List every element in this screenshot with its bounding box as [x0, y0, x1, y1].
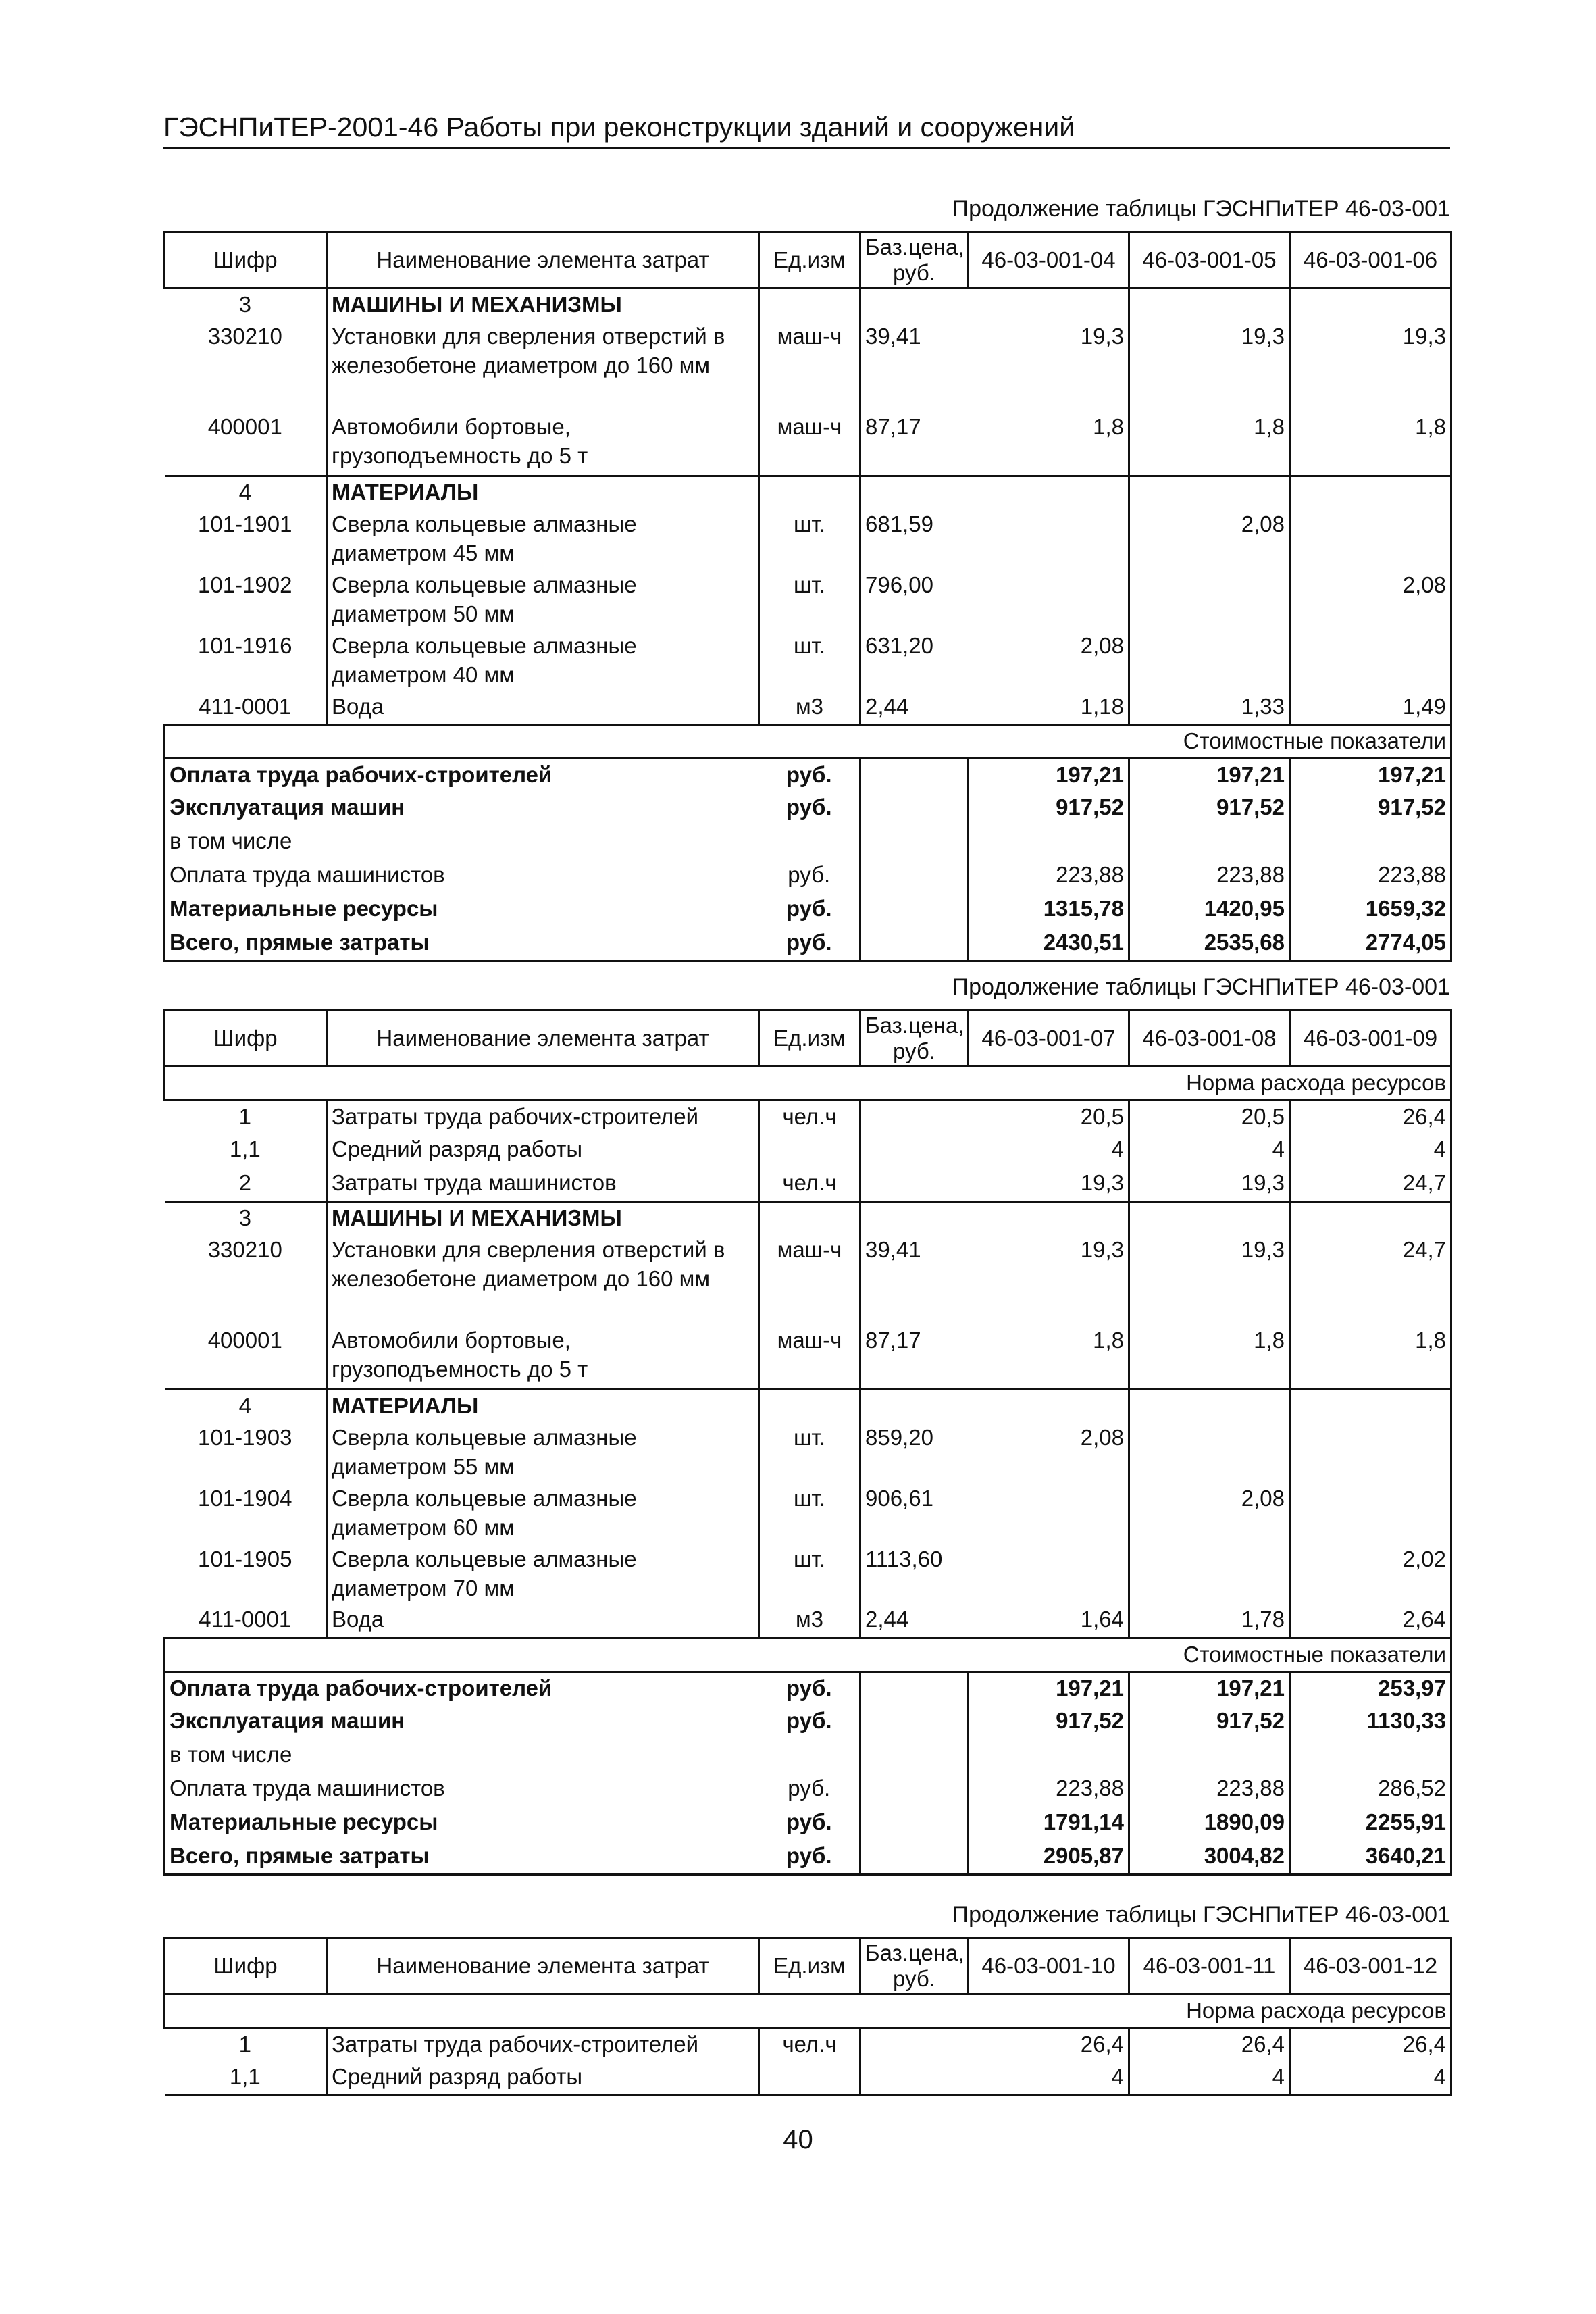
row-value: 2,64	[1290, 1604, 1451, 1638]
cost-caption: Стоимостные показатели	[165, 725, 1451, 759]
row-price: 796,00	[860, 570, 969, 630]
summary-value	[1129, 826, 1290, 859]
norm-caption-row	[165, 1066, 1451, 1100]
summary-unit: руб.	[788, 1776, 831, 1801]
column-header-norm-code: 46-03-001-08	[1129, 1011, 1290, 1067]
table-row	[165, 1234, 1451, 1325]
summary-row	[165, 1705, 1451, 1739]
summary-unit	[759, 826, 860, 859]
summary-row	[165, 758, 1451, 792]
row-price: 859,20	[860, 1422, 969, 1483]
row-value	[969, 1544, 1129, 1605]
row-unit: шт.	[793, 632, 826, 658]
row-value	[969, 1390, 1129, 1422]
table-row	[165, 691, 1451, 725]
summary-unit: руб.	[786, 1675, 832, 1701]
row-name: МАШИНЫ И МЕХАНИЗМЫ	[327, 1201, 759, 1234]
row-value: 4	[969, 2061, 1129, 2095]
summary-price	[860, 893, 969, 927]
row-unit: шт.	[793, 572, 826, 597]
column-header-name: Наименование элемента затрат	[327, 232, 759, 288]
row-code: 101-1902	[198, 572, 292, 597]
row-value: 1,8	[969, 1325, 1129, 1390]
row-name: Средний разряд работы	[327, 2061, 759, 2095]
row-value	[1290, 509, 1451, 570]
row-name: МАШИНЫ И МЕХАНИЗМЫ	[327, 288, 759, 320]
row-value	[1129, 476, 1290, 509]
table-row	[165, 1201, 1451, 1234]
summary-value: 197,21	[1129, 758, 1290, 792]
table-row	[165, 2061, 1451, 2095]
row-value	[1290, 476, 1451, 509]
row-unit: чел.ч	[782, 1103, 837, 1129]
row-code: 2	[238, 1170, 251, 1196]
column-header-norm-code: 46-03-001-06	[1290, 232, 1451, 288]
row-value: 26,4	[1129, 2028, 1290, 2061]
summary-value: 3004,82	[1129, 1840, 1290, 1874]
row-unit: маш-ч	[777, 413, 842, 439]
row-value	[1129, 1390, 1290, 1422]
summary-value: 917,52	[969, 792, 1129, 826]
row-value: 1,33	[1129, 691, 1290, 725]
row-value: 1,64	[969, 1604, 1129, 1638]
summary-row	[165, 1807, 1451, 1840]
row-value: 2,08	[1290, 570, 1451, 630]
row-value: 1,18	[969, 691, 1129, 725]
table-row	[165, 570, 1451, 630]
summary-unit: руб.	[786, 1708, 832, 1734]
summary-row	[165, 1840, 1451, 1874]
summary-value: 2535,68	[1129, 927, 1290, 961]
row-value	[1129, 288, 1290, 320]
summary-price	[860, 1739, 969, 1773]
row-code: 101-1903	[198, 1425, 292, 1451]
table-row	[165, 509, 1451, 570]
summary-value	[969, 826, 1129, 859]
row-unit: шт.	[793, 1425, 826, 1451]
summary-row	[165, 1671, 1451, 1705]
row-value	[969, 476, 1129, 509]
summary-row	[165, 893, 1451, 927]
row-name: Затраты труда рабочих-строителей	[327, 2028, 759, 2061]
summary-price	[860, 792, 969, 826]
row-value: 2,08	[1129, 1483, 1290, 1544]
column-header-name: Наименование элемента затрат	[327, 1938, 759, 1994]
table-row	[165, 1134, 1451, 1167]
row-unit: м3	[795, 693, 824, 719]
summary-unit	[759, 1739, 860, 1773]
column-header-norm-code: 46-03-001-12	[1290, 1938, 1451, 1994]
row-unit: маш-ч	[777, 1236, 842, 1262]
row-value: 19,3	[969, 1167, 1129, 1201]
row-name: Средний разряд работы	[327, 1134, 759, 1167]
row-price	[860, 1167, 969, 1201]
row-code: 1,1	[165, 2061, 327, 2095]
row-price	[860, 476, 969, 509]
row-value	[1290, 630, 1451, 691]
resource-table	[163, 231, 1452, 962]
summary-value: 3640,21	[1290, 1840, 1451, 1874]
cost-caption-row	[165, 725, 1451, 759]
summary-price	[860, 1773, 969, 1807]
summary-label: Материальные ресурсы	[165, 1807, 759, 1840]
row-name: Затраты труда машинистов	[327, 1167, 759, 1201]
summary-price	[860, 1671, 969, 1705]
column-header-unit: Ед.изм	[759, 232, 860, 288]
summary-row	[165, 1739, 1451, 1773]
row-value: 4	[1290, 2061, 1451, 2095]
table-row	[165, 476, 1451, 509]
row-name: Автомобили бортовые, грузоподъемность до 5 т	[327, 1325, 759, 1390]
row-value	[1290, 288, 1451, 320]
summary-value: 253,97	[1290, 1671, 1451, 1705]
norm-caption-row	[165, 1994, 1451, 2028]
table-row	[165, 1422, 1451, 1483]
table-row	[165, 321, 1451, 411]
row-name: Сверла кольцевые алмазные диаметром 60 мм	[327, 1483, 759, 1544]
table-row	[165, 1483, 1451, 1544]
row-price: 631,20	[860, 630, 969, 691]
summary-value	[1290, 826, 1451, 859]
row-value: 20,5	[969, 1100, 1129, 1134]
summary-label: Всего, прямые затраты	[165, 927, 759, 961]
table-row	[165, 1390, 1451, 1422]
summary-label: Эксплуатация машин	[165, 1705, 759, 1739]
summary-price	[860, 1807, 969, 1840]
page-number: 40	[783, 2125, 813, 2155]
row-value	[969, 570, 1129, 630]
row-unit: маш-ч	[777, 323, 842, 349]
summary-value: 917,52	[1129, 792, 1290, 826]
column-header-price: Баз.цена, руб.	[860, 232, 969, 288]
row-unit: шт.	[793, 1485, 826, 1511]
column-header-norm-code: 46-03-001-04	[969, 232, 1129, 288]
summary-label: Оплата труда рабочих-строителей	[165, 758, 759, 792]
row-unit: м3	[795, 1607, 824, 1632]
table-row	[165, 630, 1451, 691]
row-unit: шт.	[793, 1546, 826, 1571]
row-value: 2,08	[969, 1422, 1129, 1483]
table-caption: Продолжение таблицы ГЭСНПиТЕР 46-03-001	[952, 974, 1450, 1000]
table-row	[165, 411, 1451, 476]
row-code: 1,1	[229, 1136, 261, 1162]
row-code: 1	[238, 1103, 251, 1129]
row-code: 411-0001	[199, 1607, 292, 1632]
column-header-code: Шифр	[165, 232, 327, 288]
row-value: 19,3	[969, 321, 1129, 411]
row-unit	[759, 476, 860, 509]
table-caption: Продолжение таблицы ГЭСНПиТЕР 46-03-001	[952, 1902, 1450, 1928]
summary-unit: руб.	[786, 1809, 832, 1835]
summary-label: Эксплуатация машин	[165, 792, 759, 826]
column-header-norm-code: 46-03-001-07	[969, 1011, 1129, 1067]
row-value: 26,4	[969, 2028, 1129, 2061]
summary-price	[860, 927, 969, 961]
row-price	[860, 1100, 969, 1134]
row-value: 24,7	[1290, 1234, 1451, 1325]
summary-unit: руб.	[759, 1840, 860, 1874]
row-value: 2,08	[969, 630, 1129, 691]
row-code: 411-0001	[199, 693, 292, 719]
resource-table	[163, 1009, 1452, 1876]
row-price: 1113,60	[860, 1544, 969, 1605]
row-code: 4	[165, 1390, 327, 1422]
row-name: МАТЕРИАЛЫ	[327, 1390, 759, 1422]
row-unit: маш-ч	[777, 1327, 842, 1353]
row-name: Вода	[327, 1604, 759, 1638]
summary-label: Оплата труда машинистов	[165, 859, 759, 893]
row-name: Автомобили бортовые, грузоподъемность до 5 т	[327, 411, 759, 476]
summary-value: 1130,33	[1290, 1705, 1451, 1739]
summary-unit: руб.	[788, 862, 831, 888]
row-value	[1129, 570, 1290, 630]
summary-value: 2774,05	[1290, 927, 1451, 961]
column-header-norm-code: 46-03-001-09	[1290, 1011, 1451, 1067]
row-unit	[759, 1201, 860, 1234]
summary-value: 223,88	[1129, 1773, 1290, 1807]
header-row	[165, 1011, 1451, 1067]
row-value	[969, 288, 1129, 320]
row-price	[860, 288, 969, 320]
row-value: 1,78	[1129, 1604, 1290, 1638]
summary-value: 223,88	[969, 1773, 1129, 1807]
summary-value: 1791,14	[969, 1807, 1129, 1840]
summary-value: 197,21	[969, 758, 1129, 792]
column-header-code: Шифр	[165, 1011, 327, 1067]
summary-value	[1290, 1739, 1451, 1773]
row-unit: чел.ч	[782, 2031, 837, 2057]
row-name: Затраты труда рабочих-строителей	[327, 1100, 759, 1134]
row-code: 101-1916	[198, 632, 292, 658]
table-caption: Продолжение таблицы ГЭСНПиТЕР 46-03-001	[952, 196, 1450, 222]
column-header-code: Шифр	[165, 1938, 327, 1994]
summary-value: 223,88	[1129, 859, 1290, 893]
row-name: МАТЕРИАЛЫ	[327, 476, 759, 509]
summary-row	[165, 792, 1451, 826]
header-row	[165, 1938, 1451, 1994]
row-name: Вода	[327, 691, 759, 725]
summary-value: 2905,87	[969, 1840, 1129, 1874]
summary-price	[860, 758, 969, 792]
summary-unit: руб.	[759, 927, 860, 961]
norm-caption: Норма расхода ресурсов	[165, 1066, 1451, 1100]
row-value: 4	[969, 1134, 1129, 1167]
row-price	[860, 1390, 969, 1422]
summary-value: 1659,32	[1290, 893, 1451, 927]
summary-row	[165, 826, 1451, 859]
cost-caption-row	[165, 1638, 1451, 1671]
summary-value: 917,52	[969, 1705, 1129, 1739]
row-code: 330210	[207, 323, 282, 349]
row-value	[1290, 1390, 1451, 1422]
row-price	[860, 2028, 969, 2061]
page-header: ГЭСНПиТЕР-2001-46 Работы при реконструкции зданий и сооружений	[163, 111, 1450, 149]
row-price: 87,17	[860, 411, 969, 476]
row-value: 2,08	[1129, 509, 1290, 570]
norm-caption: Норма расхода ресурсов	[165, 1994, 1451, 2028]
row-value	[969, 509, 1129, 570]
row-value: 20,5	[1129, 1100, 1290, 1134]
summary-unit: руб.	[786, 896, 832, 922]
row-value: 24,7	[1290, 1167, 1451, 1201]
summary-label: Оплата труда машинистов	[165, 1773, 759, 1807]
row-value: 1,8	[1129, 1325, 1290, 1390]
row-value	[969, 1483, 1129, 1544]
row-price: 39,41	[860, 1234, 969, 1325]
row-code: 3	[165, 1201, 327, 1234]
row-value	[1129, 630, 1290, 691]
summary-value: 197,21	[1129, 1671, 1290, 1705]
row-value: 4	[1290, 1134, 1451, 1167]
row-value	[1129, 1544, 1290, 1605]
column-header-name: Наименование элемента затрат	[327, 1011, 759, 1067]
row-unit	[759, 2061, 860, 2095]
row-name: Сверла кольцевые алмазные диаметром 70 мм	[327, 1544, 759, 1605]
row-value	[1129, 1201, 1290, 1234]
row-value: 1,8	[1290, 411, 1451, 476]
summary-value	[969, 1739, 1129, 1773]
row-code: 3	[165, 288, 327, 320]
row-value: 1,8	[1290, 1325, 1451, 1390]
row-value: 26,4	[1290, 1100, 1451, 1134]
summary-value: 286,52	[1290, 1773, 1451, 1807]
summary-price	[860, 1705, 969, 1739]
summary-row	[165, 859, 1451, 893]
row-price	[860, 1201, 969, 1234]
column-header-price: Баз.цена, руб.	[860, 1011, 969, 1067]
row-value: 2,02	[1290, 1544, 1451, 1605]
row-value: 4	[1129, 2061, 1290, 2095]
cost-caption: Стоимостные показатели	[165, 1638, 1451, 1671]
table-row	[165, 1100, 1451, 1134]
row-code: 1	[238, 2031, 251, 2057]
table-row	[165, 1544, 1451, 1605]
row-name: Сверла кольцевые алмазные диаметром 40 мм	[327, 630, 759, 691]
row-value: 19,3	[1129, 1167, 1290, 1201]
row-value: 1,8	[969, 411, 1129, 476]
row-price: 39,41	[860, 321, 969, 411]
summary-value: 917,52	[1129, 1705, 1290, 1739]
row-name: Сверла кольцевые алмазные диаметром 50 мм	[327, 570, 759, 630]
row-value: 19,3	[969, 1234, 1129, 1325]
row-value	[1290, 1201, 1451, 1234]
summary-price	[860, 826, 969, 859]
row-price: 681,59	[860, 509, 969, 570]
summary-label: Оплата труда рабочих-строителей	[165, 1671, 759, 1705]
summary-unit: руб.	[786, 761, 832, 787]
table-row	[165, 2028, 1451, 2061]
row-price: 906,61	[860, 1483, 969, 1544]
row-code: 101-1904	[198, 1485, 292, 1511]
row-unit: шт.	[793, 511, 826, 537]
summary-value: 223,88	[969, 859, 1129, 893]
row-unit	[759, 288, 860, 320]
summary-value	[1129, 1739, 1290, 1773]
row-value: 19,3	[1290, 321, 1451, 411]
row-unit: чел.ч	[782, 1170, 837, 1196]
summary-unit: руб.	[786, 795, 832, 820]
row-unit	[759, 1134, 860, 1167]
row-name: Сверла кольцевые алмазные диаметром 55 мм	[327, 1422, 759, 1483]
row-code: 101-1905	[198, 1546, 292, 1571]
summary-value: 917,52	[1290, 792, 1451, 826]
header-row	[165, 232, 1451, 288]
summary-value: 1890,09	[1129, 1807, 1290, 1840]
row-price	[860, 1134, 969, 1167]
row-price	[860, 2061, 969, 2095]
row-code: 330210	[207, 1236, 282, 1262]
summary-value: 2430,51	[969, 927, 1129, 961]
row-value: 19,3	[1129, 321, 1290, 411]
summary-value: 1420,95	[1129, 893, 1290, 927]
row-value: 1,49	[1290, 691, 1451, 725]
table-row	[165, 1167, 1451, 1201]
summary-row	[165, 1773, 1451, 1807]
summary-label: в том числе	[165, 826, 759, 859]
row-value: 26,4	[1290, 2028, 1451, 2061]
row-name: Сверла кольцевые алмазные диаметром 45 мм	[327, 509, 759, 570]
column-header-norm-code: 46-03-001-05	[1129, 232, 1290, 288]
row-code: 400001	[207, 413, 282, 439]
summary-label: Материальные ресурсы	[165, 893, 759, 927]
summary-label: в том числе	[165, 1739, 759, 1773]
summary-value: 197,21	[1290, 758, 1451, 792]
row-value	[1290, 1483, 1451, 1544]
resource-table	[163, 1937, 1452, 2096]
table-row	[165, 1325, 1451, 1390]
row-value	[1290, 1422, 1451, 1483]
row-price: 2,44	[860, 1604, 969, 1638]
summary-price	[860, 859, 969, 893]
row-price: 2,44	[860, 691, 969, 725]
summary-value: 2255,91	[1290, 1807, 1451, 1840]
summary-price	[860, 1840, 969, 1874]
row-code: 4	[165, 476, 327, 509]
table-row	[165, 1604, 1451, 1638]
column-header-price: Баз.цена, руб.	[860, 1938, 969, 1994]
column-header-norm-code: 46-03-001-10	[969, 1938, 1129, 1994]
row-value: 4	[1129, 1134, 1290, 1167]
row-price: 87,17	[860, 1325, 969, 1390]
column-header-norm-code: 46-03-001-11	[1129, 1938, 1290, 1994]
column-header-unit: Ед.изм	[759, 1938, 860, 1994]
summary-value: 197,21	[969, 1671, 1129, 1705]
row-name: Установки для сверления отверстий в железобетоне диаметром до 160 мм	[327, 1234, 759, 1325]
row-value	[1129, 1422, 1290, 1483]
row-name: Установки для сверления отверстий в железобетоне диаметром до 160 мм	[327, 321, 759, 411]
summary-value: 1315,78	[969, 893, 1129, 927]
row-value	[969, 1201, 1129, 1234]
row-value: 1,8	[1129, 411, 1290, 476]
summary-label: Всего, прямые затраты	[165, 1840, 759, 1874]
table-row	[165, 288, 1451, 320]
row-unit	[759, 1390, 860, 1422]
row-value: 19,3	[1129, 1234, 1290, 1325]
row-code: 101-1901	[198, 511, 292, 537]
summary-value: 223,88	[1290, 859, 1451, 893]
summary-row	[165, 927, 1451, 961]
row-code: 400001	[207, 1327, 282, 1353]
column-header-unit: Ед.изм	[759, 1011, 860, 1067]
